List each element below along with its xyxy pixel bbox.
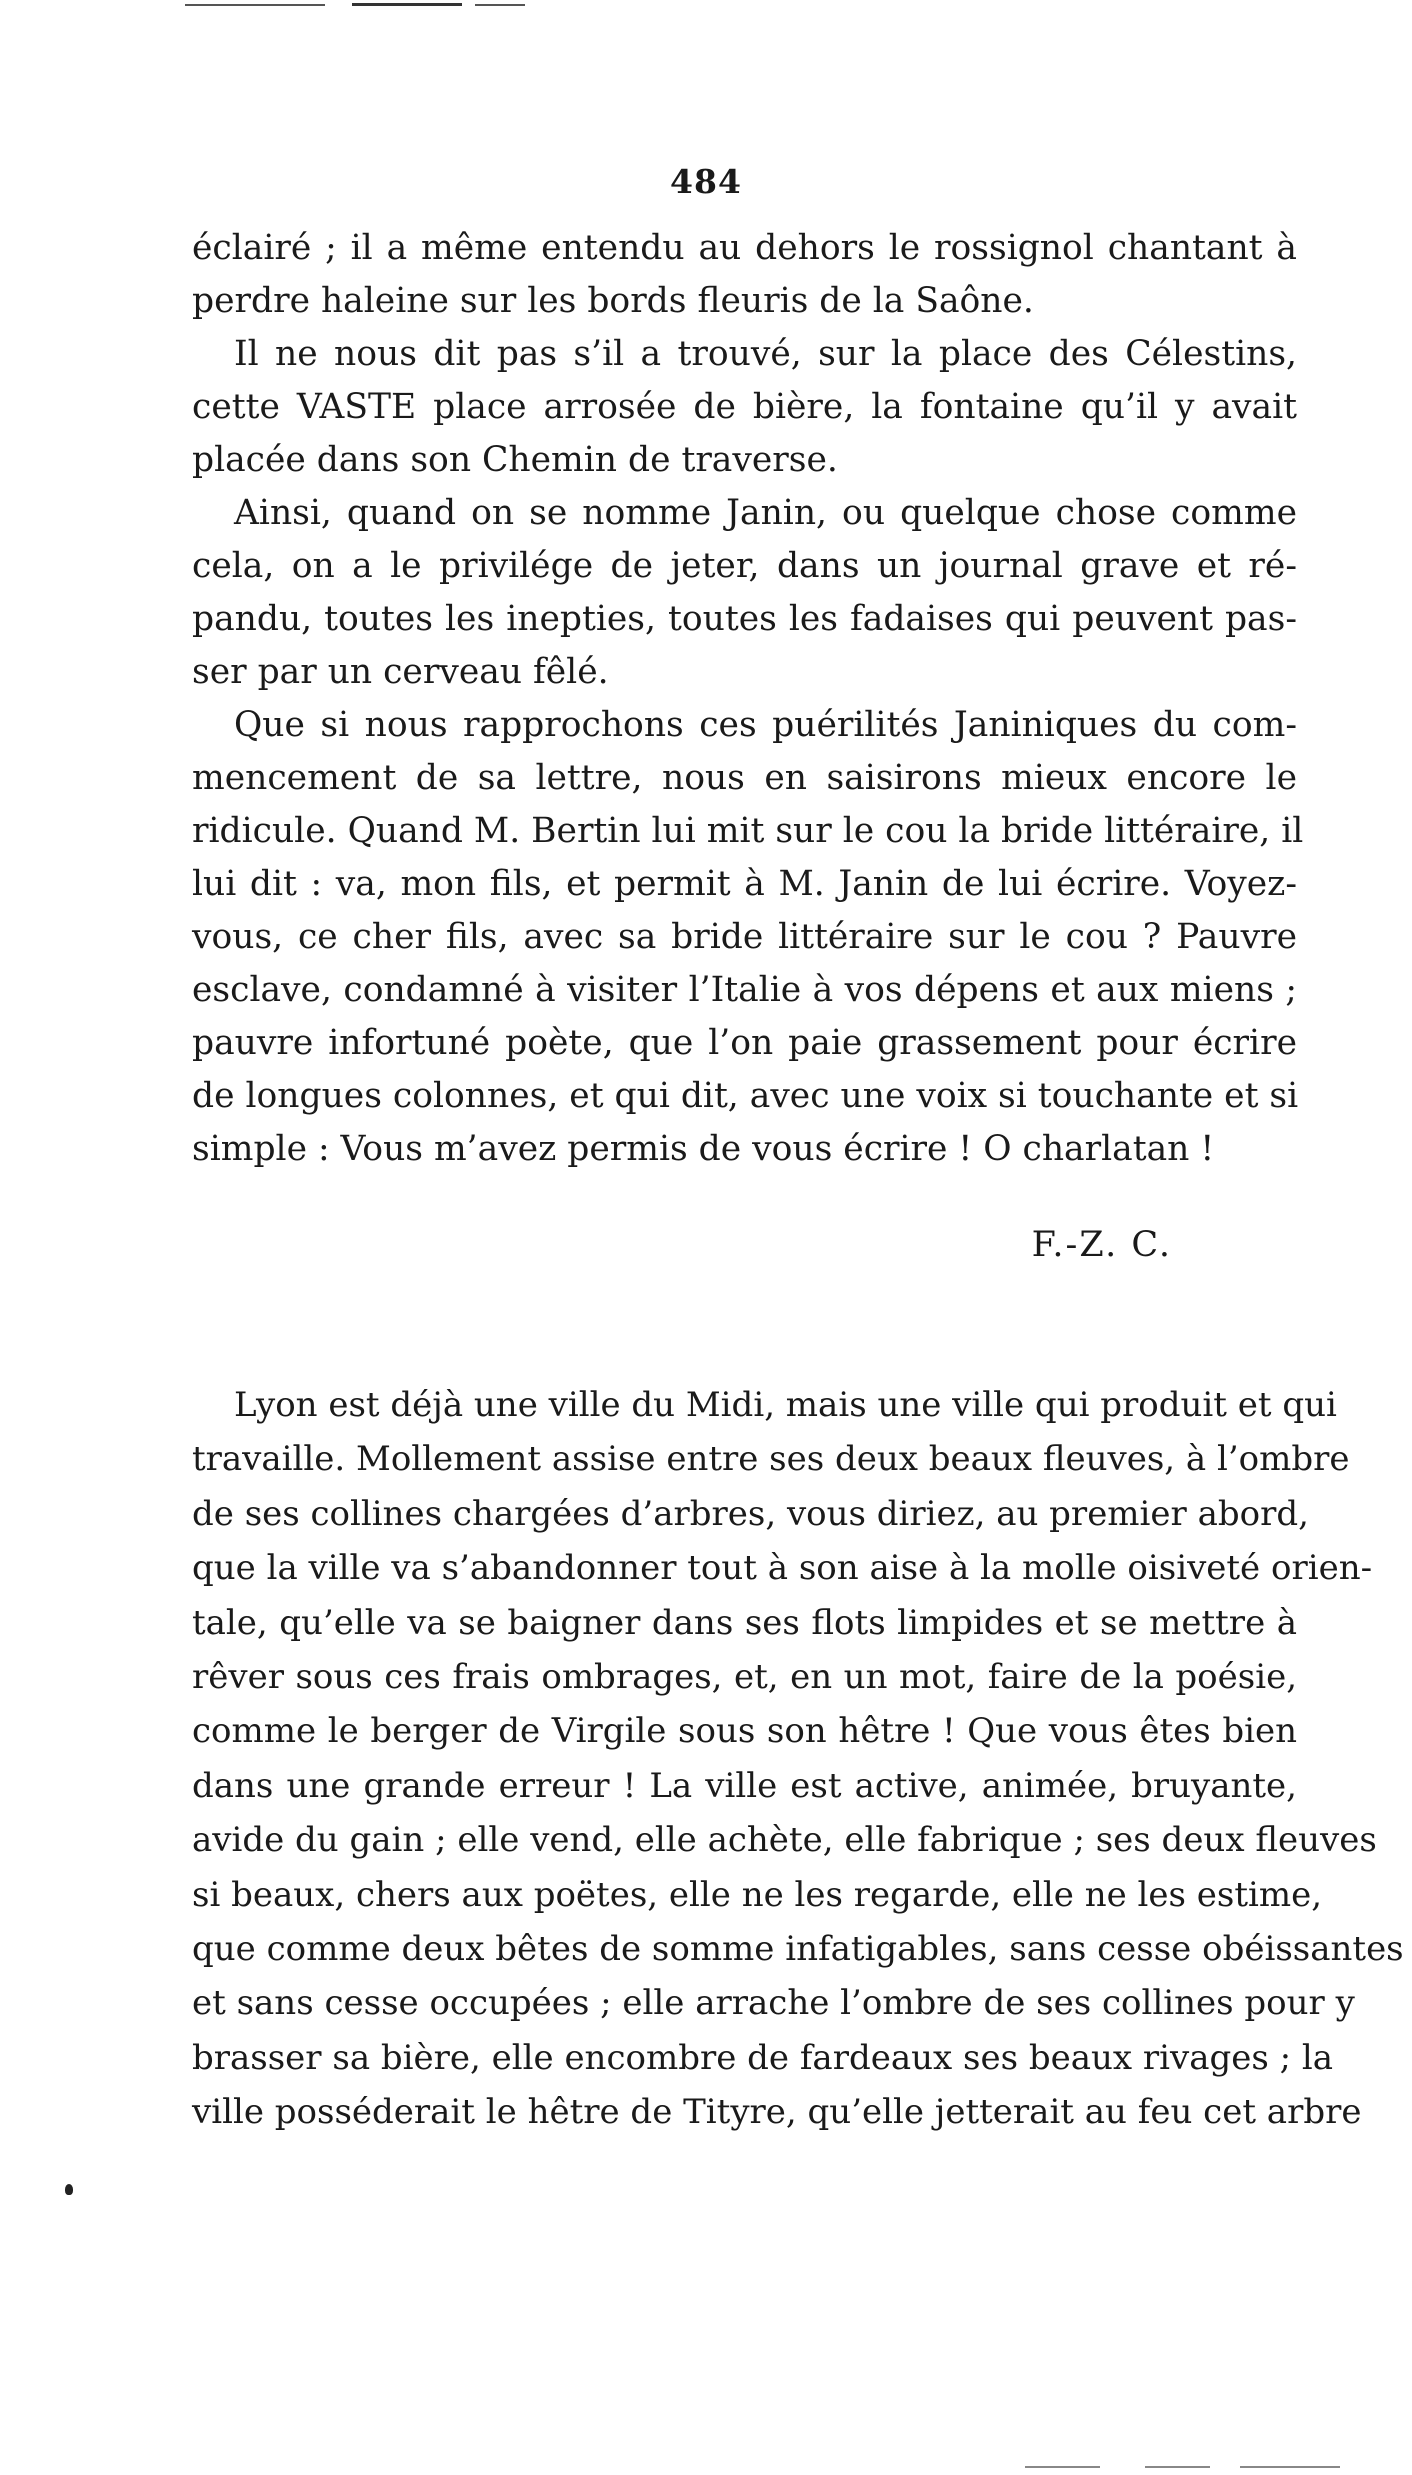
text-line: lui dit : va, mon fils, et permit à M. Janin de lui écrire. Voyez- (192, 864, 1297, 904)
bottom-rule (1240, 2466, 1340, 2468)
author-signature: F.-Z. C. (1031, 1225, 1172, 1265)
text-line: simple : Vous m’avez permis de vous écrire ! O charlatan ! (192, 1129, 1215, 1169)
bottom-rule (1025, 2466, 1100, 2468)
text-line: travaille. Mollement assise entre ses deux beaux fleuves, à l’ombre (192, 1439, 1350, 1480)
text-line: cette VASTE place arrosée de bière, la fontaine qu’il y avait (192, 387, 1297, 427)
text-line: éclairé ; il a même entendu au dehors le rossignol chantant à (192, 228, 1297, 268)
text-line: rêver sous ces frais ombrages, et, en un mot, faire de la poésie, (192, 1656, 1297, 1697)
text-line: pauvre infortuné poète, que l’on paie grassement pour écrire (192, 1023, 1297, 1063)
text-line: esclave, condamné à visiter l’Italie à vos dépens et aux miens ; (192, 970, 1297, 1010)
text-line: cela, on a le privilége de jeter, dans un journal grave et ré- (192, 546, 1297, 586)
text-line: vous, ce cher fils, avec sa bride littéraire sur le cou ? Pauvre (192, 917, 1297, 957)
text-line: placée dans son Chemin de traverse. (192, 440, 838, 480)
text-line: pandu, toutes les inepties, toutes les fadaises qui peuvent pas- (192, 599, 1297, 639)
ink-mark (65, 2184, 73, 2195)
bottom-rule (1145, 2466, 1210, 2468)
text-line: dans une grande erreur ! La ville est active, animée, bruyante, (192, 1765, 1297, 1806)
top-rule (475, 4, 525, 6)
text-line: perdre haleine sur les bords fleuris de la Saône. (192, 281, 1034, 321)
text-line: que comme deux bêtes de somme infatigables, sans cesse obéissantes (192, 1928, 1404, 1969)
text-line: si beaux, chers aux poëtes, elle ne les regarde, elle ne les estime, (192, 1874, 1323, 1915)
lyon-paragraph (192, 1378, 1404, 2139)
text-line: comme le berger de Virgile sous son hêtre ! Que vous êtes bien (192, 1711, 1297, 1752)
text-line: avide du gain ; elle vend, elle achète, elle fabrique ; ses deux fleuves (192, 1820, 1377, 1861)
text-line: de longues colonnes, et qui dit, avec une voix si touchante et si (192, 1076, 1299, 1116)
text-line: ville posséderait le hêtre de Tityre, qu’elle jetterait au feu cet arbre (192, 2092, 1362, 2133)
page-number: 484 (670, 162, 742, 201)
text-line: ridicule. Quand M. Bertin lui mit sur le cou la bride littéraire, il (192, 811, 1304, 851)
top-rule (185, 4, 325, 6)
text-line: Lyon est déjà une ville du Midi, mais une ville qui produit et qui (234, 1385, 1337, 1425)
text-line: que la ville va s’abandonner tout à son aise à la molle oisiveté orien- (192, 1548, 1373, 1589)
text-line: Il ne nous dit pas s’il a trouvé, sur la place des Célestins, (234, 334, 1297, 374)
article-continuation (192, 222, 1304, 1176)
text-line: de ses collines chargées d’arbres, vous diriez, au premier abord, (192, 1493, 1309, 1534)
text-line: et sans cesse occupées ; elle arrache l’ombre de ses collines pour y (192, 1983, 1355, 2024)
text-line: tale, qu’elle va se baigner dans ses flots limpides et se mettre à (192, 1602, 1297, 1643)
text-line: Ainsi, quand on se nomme Janin, ou quelque chose comme (234, 493, 1297, 533)
text-line: ser par un cerveau fêlé. (192, 652, 609, 692)
text-line: mencement de sa lettre, nous en saisirons mieux encore le (192, 758, 1297, 798)
text-line: brasser sa bière, elle encombre de fardeaux ses beaux rivages ; la (192, 2037, 1334, 2078)
text-line: Que si nous rapprochons ces puérilités Janiniques du com- (234, 705, 1297, 745)
top-rule (352, 3, 462, 6)
